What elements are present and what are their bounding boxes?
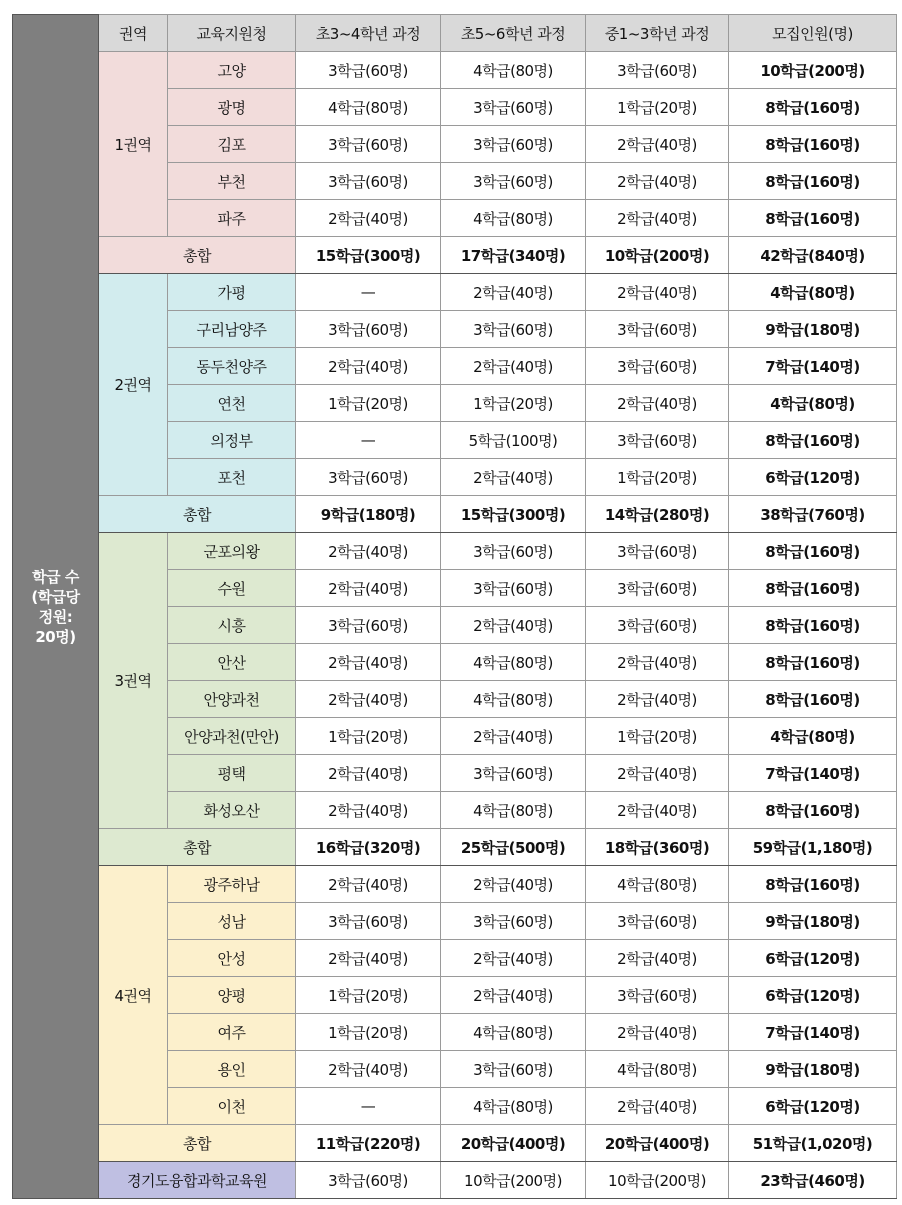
recruit-total-value: 8학급(160명) xyxy=(729,200,897,237)
grade5-6-value: 4학급(80명) xyxy=(441,200,586,237)
grade5-6-value: 2학급(40명) xyxy=(441,274,586,311)
office-name: 여주 xyxy=(168,1014,296,1051)
grade3-4-value: 1학급(20명) xyxy=(296,385,441,422)
grade5-6-value: 1학급(20명) xyxy=(441,385,586,422)
grade3-4-value: 1학급(20명) xyxy=(296,1014,441,1051)
grade3-4-value: 2학급(40명) xyxy=(296,792,441,829)
grade5-6-value: 3학급(60명) xyxy=(441,570,586,607)
middle1-3-value: 4학급(80명) xyxy=(586,866,729,903)
grade5-6-value: 3학급(60명) xyxy=(441,163,586,200)
middle1-3-value: 3학급(60명) xyxy=(586,977,729,1014)
class-count-table xyxy=(12,14,897,1199)
grade5-6-value: 4학급(80명) xyxy=(441,644,586,681)
office-name: 이천 xyxy=(168,1088,296,1125)
zone-total-recruit: 42학급(840명) xyxy=(729,237,897,274)
recruit-total-value: 4학급(80명) xyxy=(729,718,897,755)
grade3-4-value: 3학급(60명) xyxy=(296,52,441,89)
grade3-4-value: 4학급(80명) xyxy=(296,89,441,126)
grade5-6-value: 2학급(40명) xyxy=(441,607,586,644)
office-name: 구리남양주 xyxy=(168,311,296,348)
grade3-4-value: 2학급(40명) xyxy=(296,940,441,977)
recruit-total-value: 8학급(160명) xyxy=(729,422,897,459)
middle1-3-value: 2학급(40명) xyxy=(586,274,729,311)
middle1-3-value: 2학급(40명) xyxy=(586,385,729,422)
grade5-6-value: 3학급(60명) xyxy=(441,755,586,792)
zone-name: 3권역 xyxy=(99,533,168,829)
zone-total-middle1-3: 14학급(280명) xyxy=(586,496,729,533)
grade3-4-value: 2학급(40명) xyxy=(296,1051,441,1088)
zone-total-grade5-6: 20학급(400명) xyxy=(441,1125,586,1162)
zone-total-grade3-4: 11학급(220명) xyxy=(296,1125,441,1162)
office-name: 수원 xyxy=(168,570,296,607)
office-name: 고양 xyxy=(168,52,296,89)
grade3-4-value: 2학급(40명) xyxy=(296,570,441,607)
middle1-3-value: 3학급(60명) xyxy=(586,607,729,644)
recruit-total-value: 9학급(180명) xyxy=(729,1051,897,1088)
middle1-3-value: 3학급(60명) xyxy=(586,311,729,348)
middle1-3-value: 2학급(40명) xyxy=(586,126,729,163)
zone-total-label: 총합 xyxy=(99,829,296,866)
grade5-6-value: 4학급(80명) xyxy=(441,1014,586,1051)
recruit-total-value: 6학급(120명) xyxy=(729,1088,897,1125)
office-name: 부천 xyxy=(168,163,296,200)
grade5-6-value: 4학급(80명) xyxy=(441,52,586,89)
zone-total-recruit: 38학급(760명) xyxy=(729,496,897,533)
office-name: 김포 xyxy=(168,126,296,163)
side-label: 학급 수 (학급당 정원: 20명) xyxy=(13,15,99,1199)
zone-total-middle1-3: 10학급(200명) xyxy=(586,237,729,274)
zone-total-recruit: 59학급(1,180명) xyxy=(729,829,897,866)
middle1-3-value: 3학급(60명) xyxy=(586,570,729,607)
office-name: 안양과천 xyxy=(168,681,296,718)
grade3-4-value: — xyxy=(296,422,441,459)
middle1-3-value: 3학급(60명) xyxy=(586,903,729,940)
institute-grade5-6: 10학급(200명) xyxy=(441,1162,586,1199)
recruit-total-value: 6학급(120명) xyxy=(729,940,897,977)
zone-name: 4권역 xyxy=(99,866,168,1125)
office-name: 평택 xyxy=(168,755,296,792)
office-name: 안성 xyxy=(168,940,296,977)
header-row xyxy=(13,15,897,52)
middle1-3-value: 2학급(40명) xyxy=(586,1088,729,1125)
recruit-total-value: 7학급(140명) xyxy=(729,348,897,385)
grade3-4-value: 3학급(60명) xyxy=(296,903,441,940)
zone-total-grade5-6: 15학급(300명) xyxy=(441,496,586,533)
office-name: 시흥 xyxy=(168,607,296,644)
grade3-4-value: 3학급(60명) xyxy=(296,311,441,348)
grade5-6-value: 4학급(80명) xyxy=(441,792,586,829)
office-name: 군포의왕 xyxy=(168,533,296,570)
recruit-total-value: 8학급(160명) xyxy=(729,866,897,903)
recruit-total-value: 8학급(160명) xyxy=(729,163,897,200)
office-name: 용인 xyxy=(168,1051,296,1088)
office-name: 안양과천(만안) xyxy=(168,718,296,755)
grade3-4-value: 3학급(60명) xyxy=(296,163,441,200)
grade3-4-value: — xyxy=(296,274,441,311)
office-name: 안산 xyxy=(168,644,296,681)
office-name: 광명 xyxy=(168,89,296,126)
zone-total-grade5-6: 25학급(500명) xyxy=(441,829,586,866)
grade5-6-value: 3학급(60명) xyxy=(441,89,586,126)
grade5-6-value: 2학급(40명) xyxy=(441,977,586,1014)
recruit-total-value: 8학급(160명) xyxy=(729,792,897,829)
grade3-4-value: 2학급(40명) xyxy=(296,533,441,570)
grade5-6-value: 2학급(40명) xyxy=(441,718,586,755)
header-middle1-3: 중1~3학년 과정 xyxy=(586,15,729,52)
table-row xyxy=(13,533,897,570)
table-row xyxy=(13,866,897,903)
middle1-3-value: 2학급(40명) xyxy=(586,940,729,977)
grade3-4-value: 2학급(40명) xyxy=(296,348,441,385)
zone-total-label: 총합 xyxy=(99,1125,296,1162)
recruit-total-value: 10학급(200명) xyxy=(729,52,897,89)
grade3-4-value: 2학급(40명) xyxy=(296,866,441,903)
zone-name: 1권역 xyxy=(99,52,168,237)
grade3-4-value: 1학급(20명) xyxy=(296,977,441,1014)
grade5-6-value: 2학급(40명) xyxy=(441,348,586,385)
zone-total-grade5-6: 17학급(340명) xyxy=(441,237,586,274)
grade3-4-value: 3학급(60명) xyxy=(296,607,441,644)
recruit-total-value: 6학급(120명) xyxy=(729,977,897,1014)
grade5-6-value: 5학급(100명) xyxy=(441,422,586,459)
office-name: 양평 xyxy=(168,977,296,1014)
grade3-4-value: 1학급(20명) xyxy=(296,718,441,755)
recruit-total-value: 8학급(160명) xyxy=(729,570,897,607)
middle1-3-value: 2학급(40명) xyxy=(586,163,729,200)
grade5-6-value: 4학급(80명) xyxy=(441,681,586,718)
grade5-6-value: 3학급(60명) xyxy=(441,126,586,163)
header-grade5-6: 초5~6학년 과정 xyxy=(441,15,586,52)
recruit-total-value: 8학급(160명) xyxy=(729,607,897,644)
recruit-total-value: 8학급(160명) xyxy=(729,126,897,163)
grade3-4-value: 2학급(40명) xyxy=(296,200,441,237)
zone-total-label: 총합 xyxy=(99,237,296,274)
middle1-3-value: 3학급(60명) xyxy=(586,422,729,459)
recruit-total-value: 8학급(160명) xyxy=(729,533,897,570)
header-office: 교육지원청 xyxy=(168,15,296,52)
middle1-3-value: 2학급(40명) xyxy=(586,755,729,792)
office-name: 연천 xyxy=(168,385,296,422)
recruit-total-value: 9학급(180명) xyxy=(729,311,897,348)
header-grade3-4: 초3~4학년 과정 xyxy=(296,15,441,52)
institute-grade3-4: 3학급(60명) xyxy=(296,1162,441,1199)
zone-total-recruit: 51학급(1,020명) xyxy=(729,1125,897,1162)
grade3-4-value: 2학급(40명) xyxy=(296,755,441,792)
institute-label: 경기도융합과학교육원 xyxy=(99,1162,296,1199)
recruit-total-value: 4학급(80명) xyxy=(729,385,897,422)
office-name: 화성오산 xyxy=(168,792,296,829)
zone-total-label: 총합 xyxy=(99,496,296,533)
grade5-6-value: 2학급(40명) xyxy=(441,459,586,496)
middle1-3-value: 4학급(80명) xyxy=(586,1051,729,1088)
recruit-total-value: 6학급(120명) xyxy=(729,459,897,496)
office-name: 의정부 xyxy=(168,422,296,459)
institute-recruit: 23학급(460명) xyxy=(729,1162,897,1199)
middle1-3-value: 2학급(40명) xyxy=(586,681,729,718)
office-name: 동두천양주 xyxy=(168,348,296,385)
middle1-3-value: 1학급(20명) xyxy=(586,459,729,496)
middle1-3-value: 2학급(40명) xyxy=(586,1014,729,1051)
zone-total-grade3-4: 15학급(300명) xyxy=(296,237,441,274)
recruit-total-value: 8학급(160명) xyxy=(729,681,897,718)
grade5-6-value: 3학급(60명) xyxy=(441,533,586,570)
header-recruit-total: 모집인원(명) xyxy=(729,15,897,52)
grade3-4-value: 2학급(40명) xyxy=(296,681,441,718)
office-name: 포천 xyxy=(168,459,296,496)
table-row xyxy=(13,274,897,311)
grade5-6-value: 2학급(40명) xyxy=(441,940,586,977)
grade5-6-value: 2학급(40명) xyxy=(441,866,586,903)
recruit-total-value: 8학급(160명) xyxy=(729,644,897,681)
middle1-3-value: 3학급(60명) xyxy=(586,52,729,89)
zone-total-row xyxy=(13,1125,897,1162)
middle1-3-value: 2학급(40명) xyxy=(586,792,729,829)
grade3-4-value: — xyxy=(296,1088,441,1125)
grade5-6-value: 3학급(60명) xyxy=(441,311,586,348)
recruit-total-value: 7학급(140명) xyxy=(729,755,897,792)
zone-total-middle1-3: 18학급(360명) xyxy=(586,829,729,866)
office-name: 광주하남 xyxy=(168,866,296,903)
zone-name: 2권역 xyxy=(99,274,168,496)
table-row xyxy=(13,52,897,89)
recruit-total-value: 8학급(160명) xyxy=(729,89,897,126)
recruit-total-value: 7학급(140명) xyxy=(729,1014,897,1051)
header-zone: 권역 xyxy=(99,15,168,52)
middle1-3-value: 3학급(60명) xyxy=(586,533,729,570)
grade3-4-value: 3학급(60명) xyxy=(296,459,441,496)
grade3-4-value: 2학급(40명) xyxy=(296,644,441,681)
zone-total-grade3-4: 16학급(320명) xyxy=(296,829,441,866)
middle1-3-value: 1학급(20명) xyxy=(586,89,729,126)
office-name: 가평 xyxy=(168,274,296,311)
zone-total-row xyxy=(13,829,897,866)
recruit-total-value: 4학급(80명) xyxy=(729,274,897,311)
middle1-3-value: 3학급(60명) xyxy=(586,348,729,385)
grade5-6-value: 4학급(80명) xyxy=(441,1088,586,1125)
office-name: 성남 xyxy=(168,903,296,940)
grade3-4-value: 3학급(60명) xyxy=(296,126,441,163)
office-name: 파주 xyxy=(168,200,296,237)
middle1-3-value: 1학급(20명) xyxy=(586,718,729,755)
zone-total-row xyxy=(13,496,897,533)
middle1-3-value: 2학급(40명) xyxy=(586,200,729,237)
zone-total-middle1-3: 20학급(400명) xyxy=(586,1125,729,1162)
grade5-6-value: 3학급(60명) xyxy=(441,1051,586,1088)
zone-total-row xyxy=(13,237,897,274)
institute-row xyxy=(13,1162,897,1199)
zone-total-grade3-4: 9학급(180명) xyxy=(296,496,441,533)
recruit-total-value: 9학급(180명) xyxy=(729,903,897,940)
middle1-3-value: 2학급(40명) xyxy=(586,644,729,681)
institute-middle1-3: 10학급(200명) xyxy=(586,1162,729,1199)
grade5-6-value: 3학급(60명) xyxy=(441,903,586,940)
